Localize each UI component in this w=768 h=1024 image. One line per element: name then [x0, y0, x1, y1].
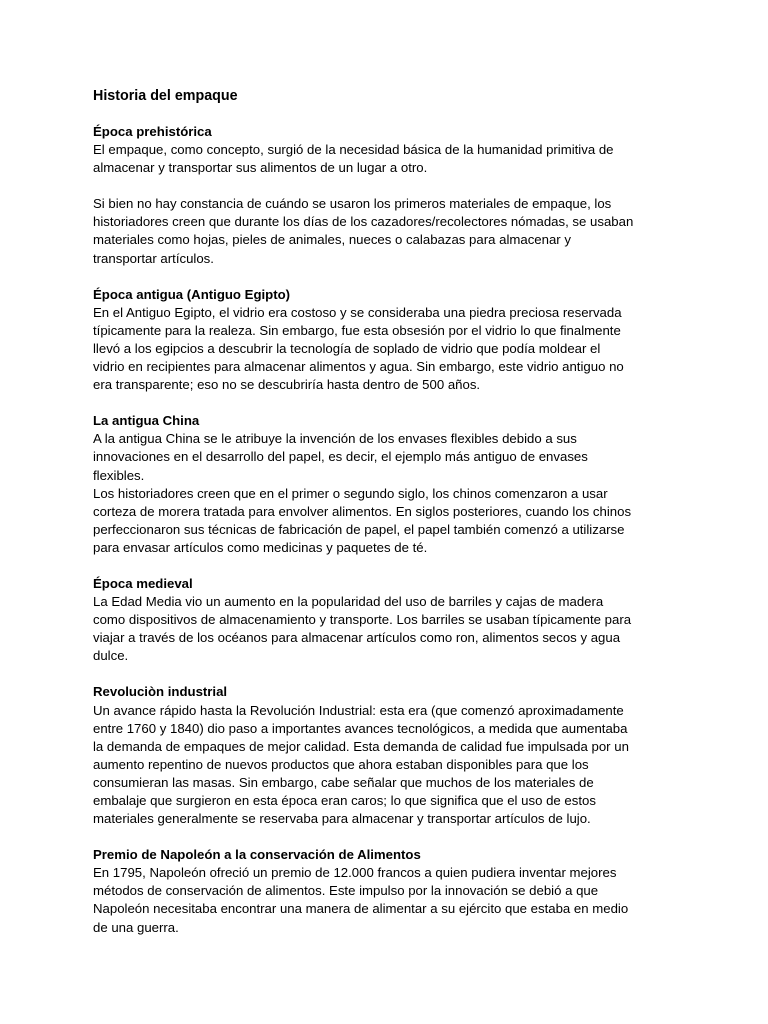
document-title: Historia del empaque	[93, 88, 238, 104]
section-medieval	[93, 575, 674, 665]
section-paragraph: Los historiadores creen que en el primer o segundo siglo, los chinos comenzaron a usar corteza de morera tratada para envolver alimentos. En siglos posteriores, cuando los chinos perfeccionaron sus técnicas de fabricación de papel, el papel también comenzó a utilizarse para envasar artículos como medicinas y paquetes de té.	[93, 485, 632, 555]
section-industrial-revolution	[93, 683, 674, 828]
section-paragraph: Un avance rápido hasta la Revolución Industrial: esta era (que comenzó aproximadamente entre 1760 y 1840) dio paso a importantes avances tecnológicos, a medida que aumentaba la demanda de empaques de mejor calidad. Esta demanda de calidad fue impulsada por un aumento repentino de nuevos productos que ahora estaban disponibles para que los consumieran las masas. Sin embargo, cabe señalar que muchos de los materiales de embalaje que surgieron en esta época eran caros; lo que significa que el uso de estos materiales generalmente se reservaba para almacenar y transportar artículos de lujo.	[93, 702, 629, 827]
section-paragraph: El empaque, como concepto, surgió de la necesidad básica de la humanidad primitiva de almacenar y transportar sus alimentos de un lugar a otro.	[93, 142, 614, 176]
section-paragraph: Si bien no hay constancia de cuándo se usaron los primeros materiales de empaque, los historiadores creen que durante los días de los cazadores/recolectores nómadas, se usaban materiales como hojas, pieles de animales, nueces o calabazas para almacenar y transportar artículos.	[93, 196, 634, 266]
section-heading: La antigua China	[93, 413, 200, 429]
section-heading: Época prehistórica	[93, 124, 212, 139]
section-heading: Época antigua (Antiguo Egipto)	[93, 286, 291, 302]
section-prehistoric	[93, 123, 674, 268]
section-paragraph: La Edad Media vio un aumento en la popularidad del uso de barriles y cajas de madera como dispositivos de almacenamiento y transporte. Los barriles se usaban típicamente para viajar a través de los océanos para almacenar artículos como ron, alimentos secos y agua dulce.	[93, 594, 632, 664]
section-ancient-china	[93, 412, 674, 557]
section-heading: Revoluciòn industrial	[93, 684, 228, 700]
section-heading: Época medieval	[93, 575, 193, 591]
section-paragraph: A la antigua China se le atribuye la invención de los envases flexibles debido a sus innovaciones en el desarrollo del papel, es decir, el ejemplo más antiguo de envases flexibles.	[93, 431, 588, 483]
section-heading: Premio de Napoleón a la conservación de Alimentos	[93, 847, 421, 863]
section-ancient-egypt	[93, 286, 674, 395]
section-paragraph: En el Antiguo Egipto, el vidrio era costoso y se consideraba una piedra preciosa reservada típicamente para la realeza. Sin embargo, fue esta obsesión por el vidrio lo que finalmente llevó a los egipcios a descubrir la tecnología de soplado de vidrio que podía moldear el vidrio en recipientes para almacenar alimentos y agua. Sin embargo, este vidrio antiguo no era transparente; eso no se descubriría hasta dentro de 500 años.	[93, 304, 624, 393]
section-paragraph: En 1795, Napoleón ofreció un premio de 12.000 francos a quien pudiera inventar mejores métodos de conservación de alimentos. Este impulso por la innovación se debió a que Napoleón necesitaba encontrar una manera de alimentar a su ejército que estaba en medio de una guerra.	[93, 865, 629, 935]
section-napoleon-prize	[93, 846, 674, 936]
